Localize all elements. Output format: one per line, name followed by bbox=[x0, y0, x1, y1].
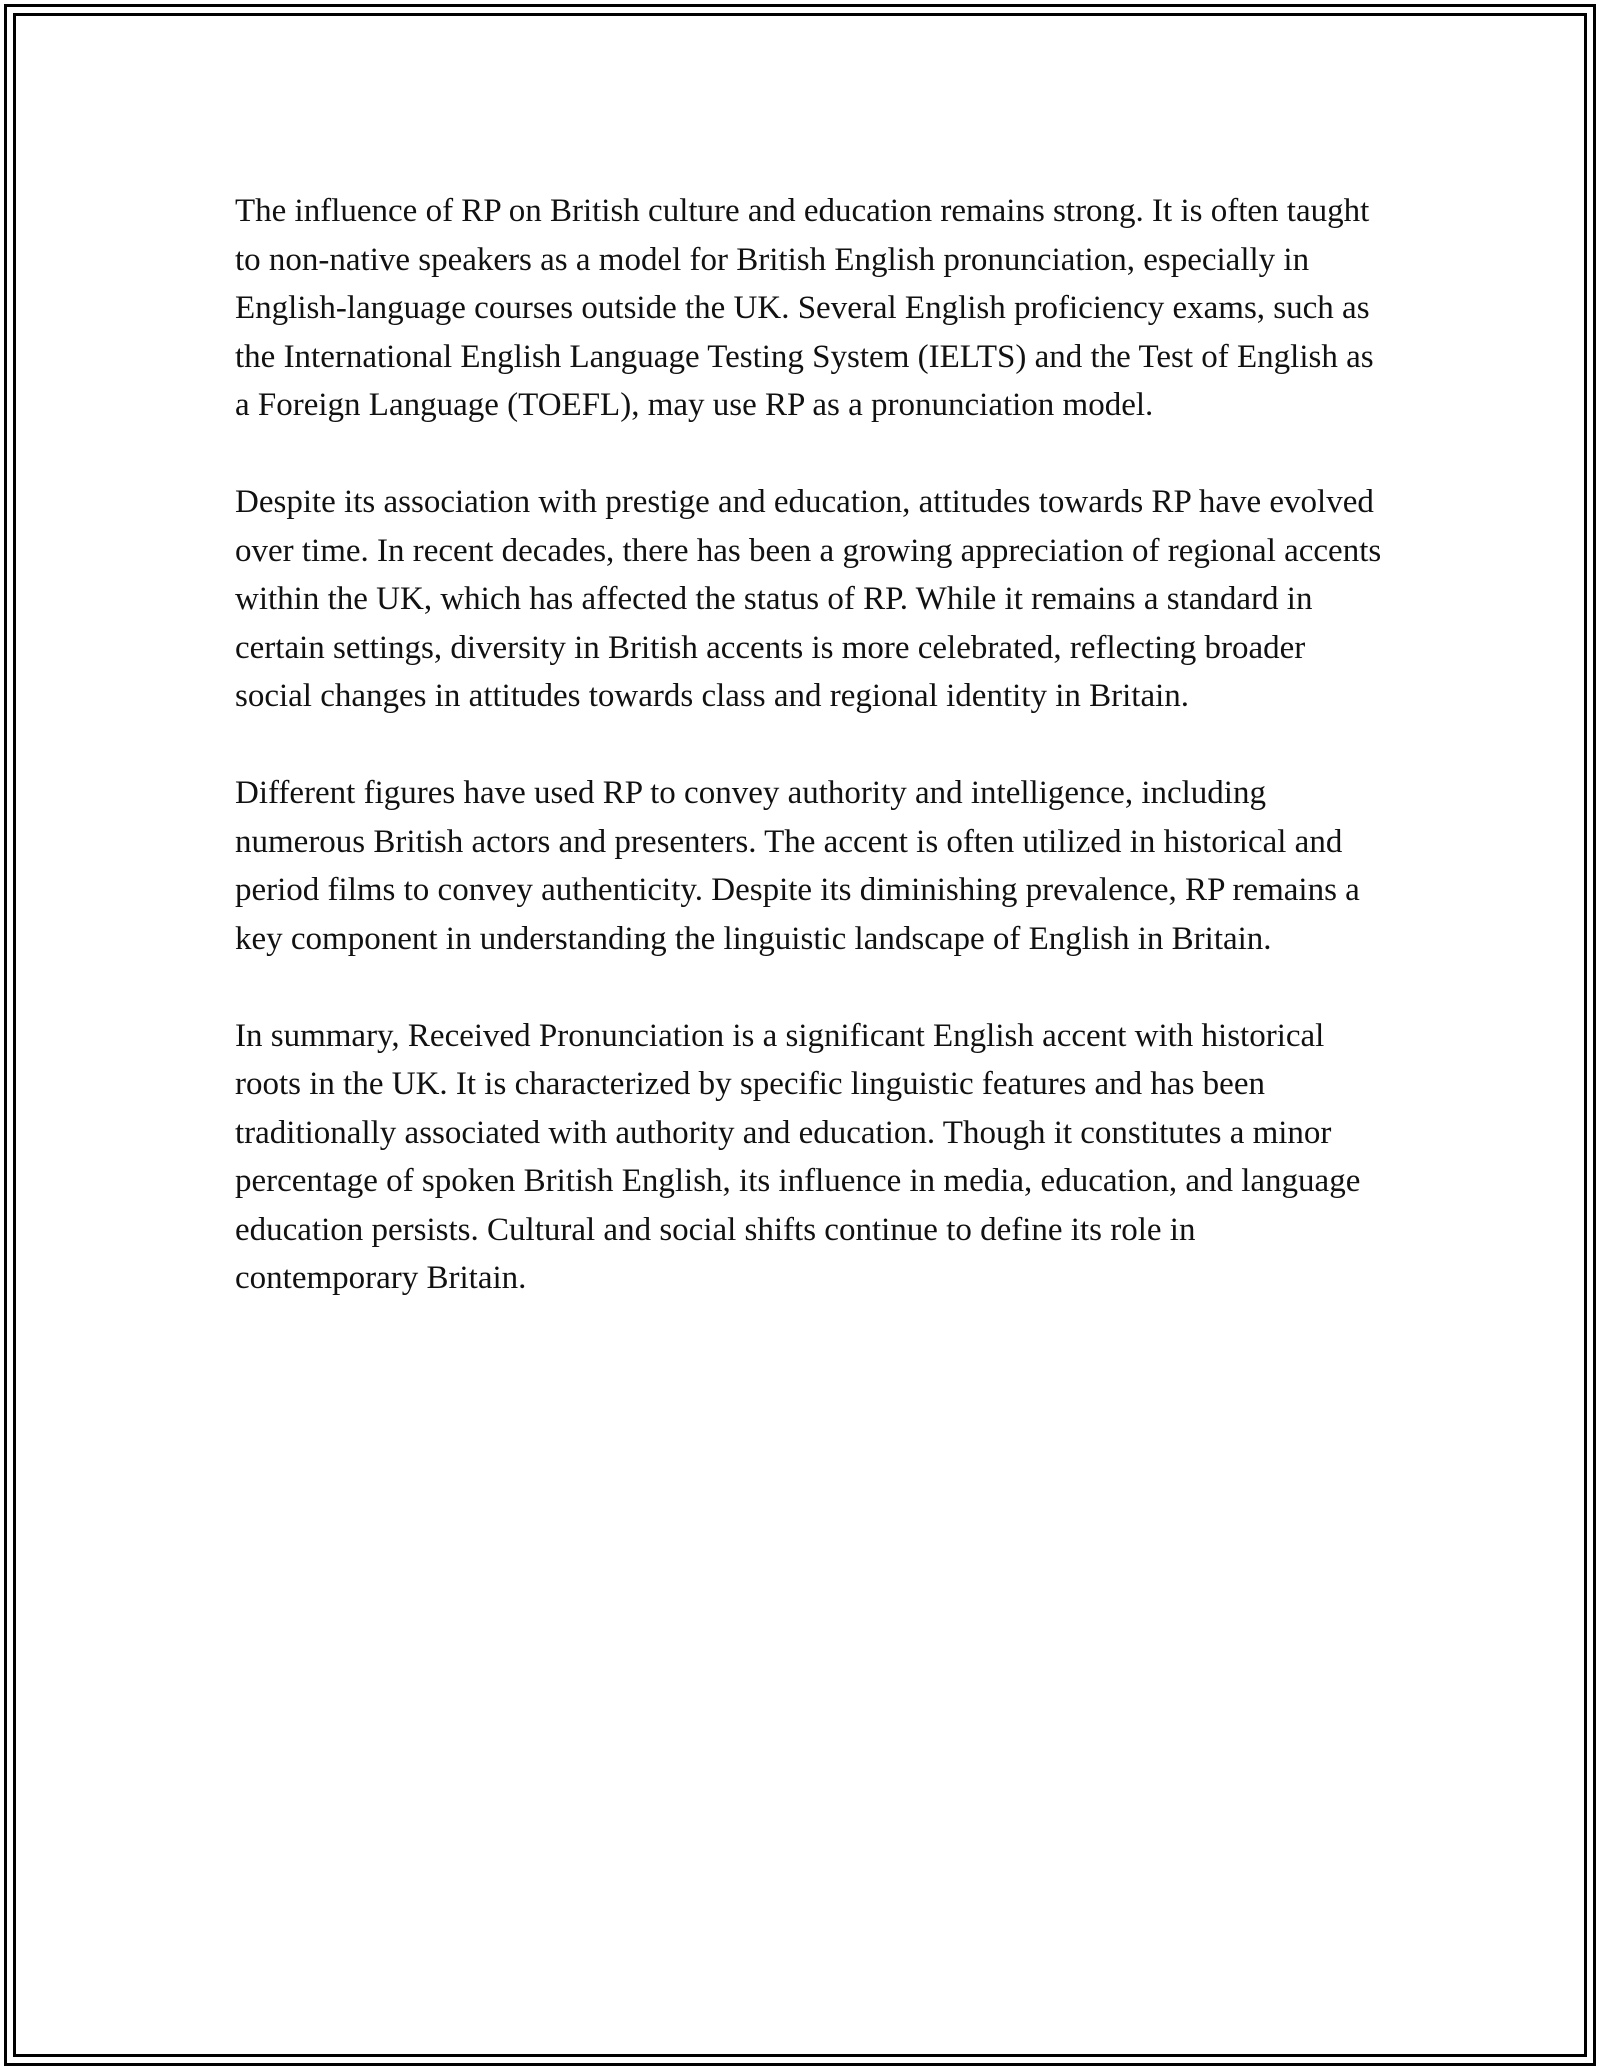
paragraph-summary: In summary, Received Pronunciation is a significant English accent with historical roots in the UK. It is characterized by specific linguistic features and has been traditionally associated with authority and education. Though it constitutes a minor percentage of spoken British English, its influence in media, education, and language education persists. Cultural and social shifts continue to define its role in contemporary Britain. bbox=[235, 1017, 1361, 1296]
paragraph-rp-influence: The influence of RP on British culture and education remains strong. It is often taught to non-native speakers as a model for British English pronunciation, especially in English-language courses outside the UK. Several English proficiency exams, such as the International English Language Testing System (IELTS) and the Test of English as a Foreign Language (TOEFL), may use RP as a pronunciation model. bbox=[235, 193, 1374, 423]
paragraph-changing-attitudes: Despite its association with prestige and education, attitudes towards RP have evolved over time. In recent decades, there has been a growing appreciation of regional accents within the UK, which has affected the status of RP. While it remains a standard in certain settings, diversity in British accents is more celebrated, reflecting broader social changes in attitudes towards class and regional identity in Britain. bbox=[235, 484, 1382, 714]
paragraph-rp-in-media: Different figures have used RP to convey authority and intelligence, including numerous British actors and presenters. The accent is often utilized in historical and period films to convey authenticity. Despite its diminishing prevalence, RP remains a key component in understanding the linguistic landscape of English in Britain. bbox=[235, 775, 1360, 957]
document-body bbox=[235, 187, 1385, 1351]
